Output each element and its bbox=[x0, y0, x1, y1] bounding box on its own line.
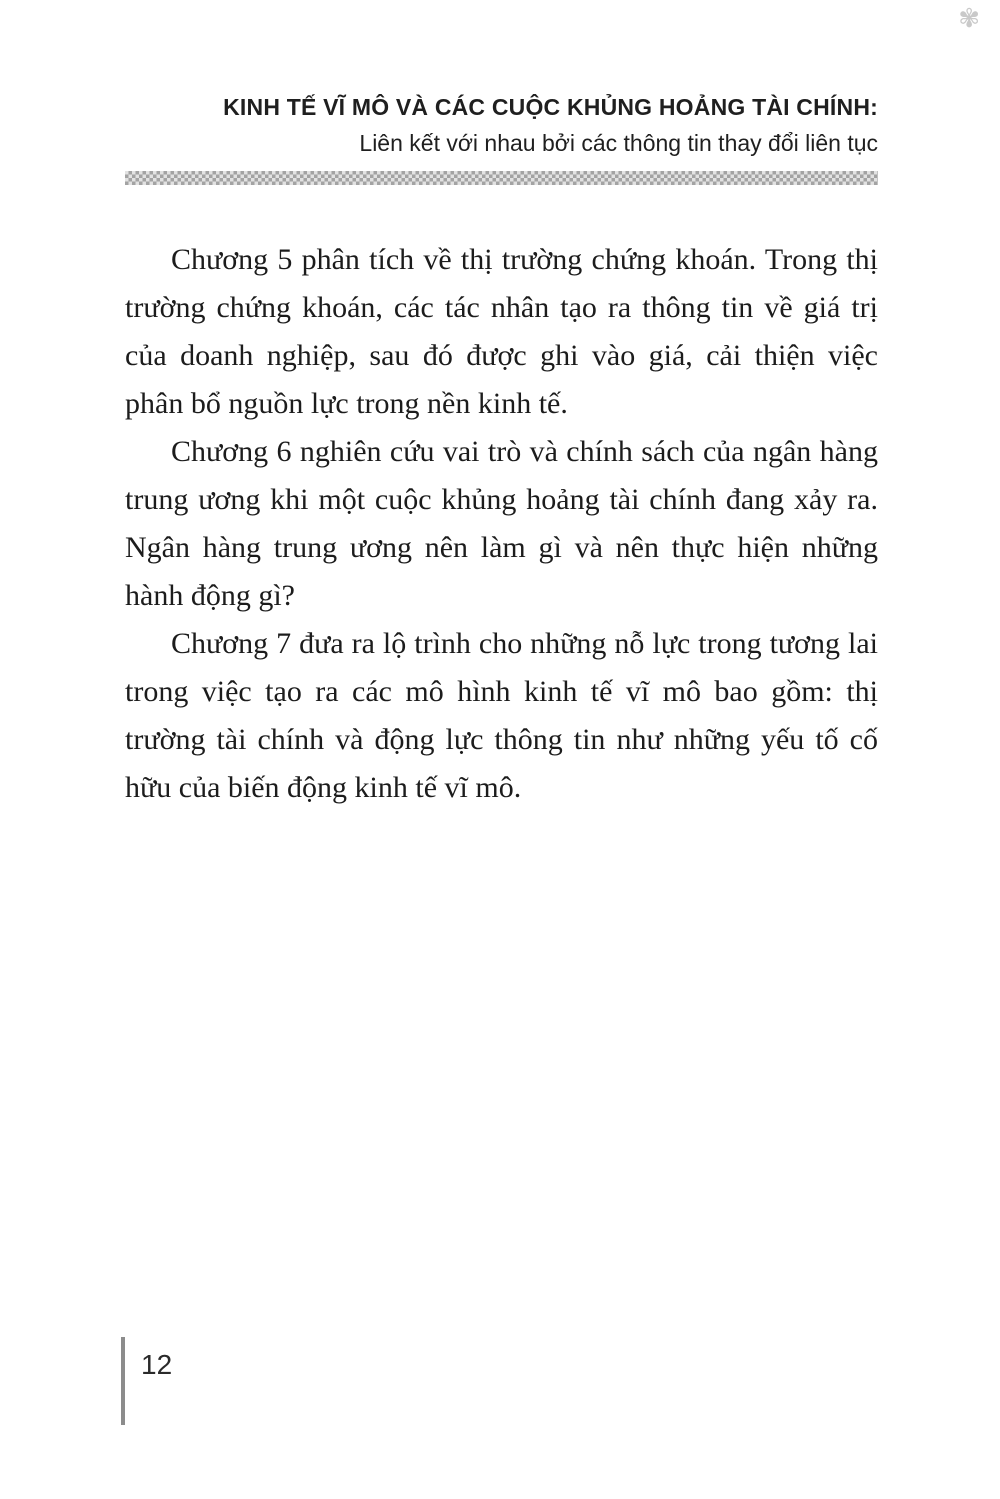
flower-ornament-icon: ✾ bbox=[958, 4, 980, 33]
page-footer bbox=[121, 1337, 172, 1425]
hatched-divider-bar bbox=[125, 171, 878, 185]
running-header bbox=[125, 92, 878, 158]
page-number: 12 bbox=[141, 1349, 173, 1380]
page-number-rule bbox=[121, 1337, 125, 1425]
running-header-subtitle: Liên kết với nhau bởi các thông tin thay đổi liên tục bbox=[359, 130, 878, 156]
running-header-title: KINH TẾ VĨ MÔ VÀ CÁC CUỘC KHỦNG HOẢNG TÀI CHÍNH: bbox=[223, 94, 878, 120]
paragraph-chapter-6: Chương 6 nghiên cứu vai trò và chính sách của ngân hàng trung ương khi một cuộc khủng hoảng tài chính đang xảy ra. Ngân hàng trung ương nên làm gì và nên thực hiện những hành động gì? bbox=[125, 435, 878, 612]
paragraph-chapter-5: Chương 5 phân tích về thị trường chứng khoán. Trong thị trường chứng khoán, các tác nhân tạo ra thông tin về giá trị của doanh nghiệp, sau đó được ghi vào giá, cải thiện việc phân bổ nguồn lực trong nền kinh tế. bbox=[125, 243, 878, 420]
body-text bbox=[125, 236, 878, 812]
paragraph-chapter-7: Chương 7 đưa ra lộ trình cho những nỗ lực trong tương lai trong việc tạo ra các mô hình kinh tế vĩ mô bao gồm: thị trường tài chính và động lực thông tin như những yếu tố cố hữu của biến động kinh tế vĩ mô. bbox=[125, 627, 878, 804]
